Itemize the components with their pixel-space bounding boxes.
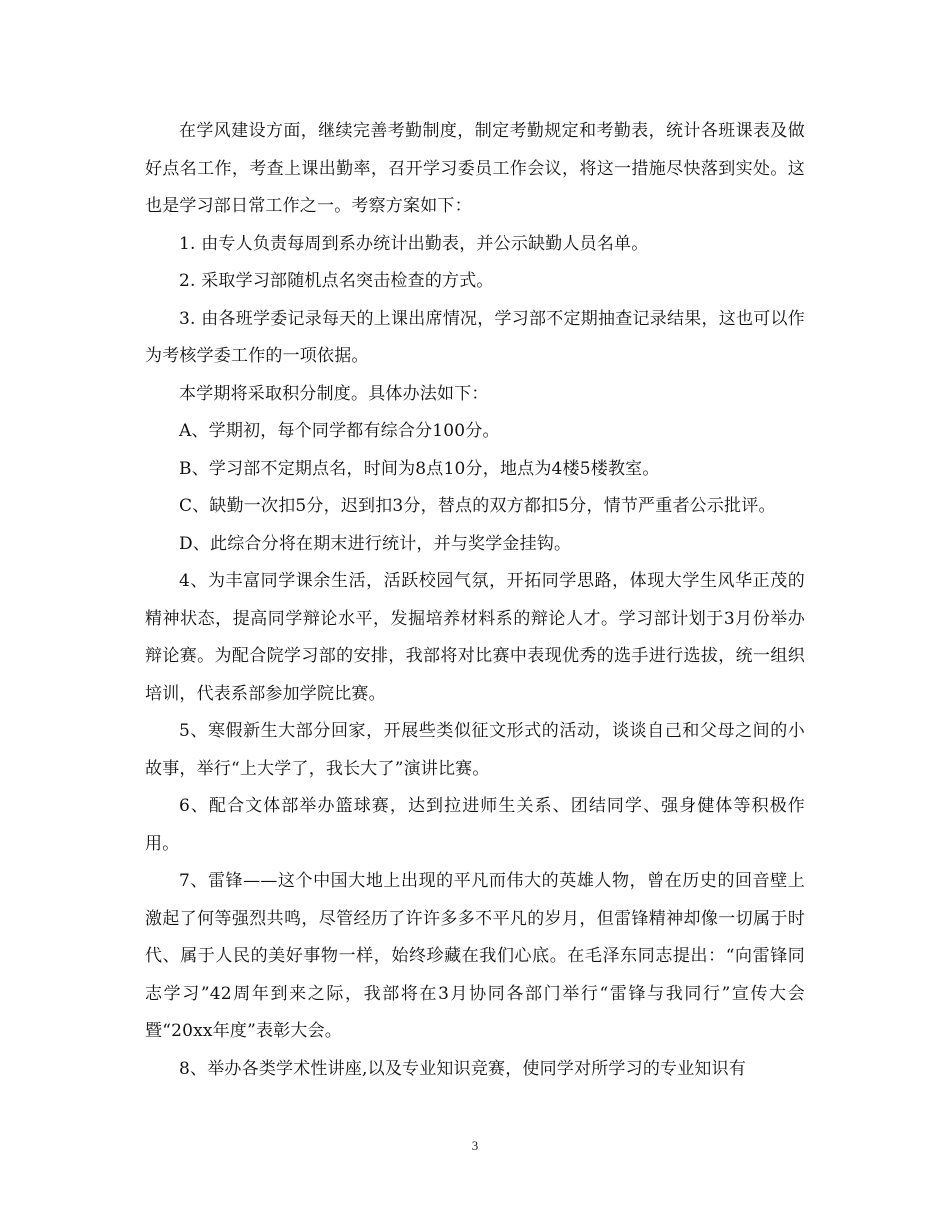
paragraph-lectures: 8、举办各类学术性讲座,以及专业知识竞赛，使同学对所学习的专业知识有 xyxy=(179,1058,747,1079)
paragraph-item-d: D、此综合分将在期末进行统计，并与奖学金挂钩。 xyxy=(179,533,572,554)
document-body xyxy=(145,113,805,1088)
paragraph-study-style: 在学风建设方面，继续完善考勤制度，制定考勤规定和考勤表，统计各班课表及做好点名工作，考查上课出勤率，召开学习委员工作会议，将这一措施尽快落到实处。这也是学习部日常工作之一。考察方案如下： xyxy=(145,121,805,216)
paragraph-speech-contest: 5、寒假新生大部分回家，开展些类似征文形式的活动，谈谈自己和父母之间的小故事，举行“上大学了，我长大了”演讲比赛。 xyxy=(145,721,805,779)
paragraph-item-a: A、学期初，每个同学都有综合分100分。 xyxy=(179,421,500,441)
paragraph-debate: 4、为丰富同学课余生活，活跃校园气氛，开拓同学思路，体现大学生风华正茂的精神状态，提高同学辩论水平，发掘培养材料系的辩论人才。学习部计划于3月份举办辩论赛。为配合院学习部的安排，我部将对比赛中表现优秀的选手进行选拔，统一组织培训，代表系部参加学院比赛。 xyxy=(145,571,805,704)
page-number: 3 xyxy=(471,1138,479,1153)
paragraph-points-system: 本学期将采取积分制度。具体办法如下： xyxy=(179,383,489,404)
paragraph-item-3: 3. 由各班学委记录每天的上课出席情况，学习部不定期抽查记录结果，这也可以作为考核学委工作的一项依据。 xyxy=(145,308,805,366)
paragraph-item-b: B、学习部不定期点名，时间为8点10分，地点为4楼5楼教室。 xyxy=(179,458,660,479)
paragraph-item-c: C、缺勤一次扣5分，迟到扣3分，替点的双方都扣5分，情节严重者公示批评。 xyxy=(179,496,776,516)
paragraph-basketball: 6、配合文体部举办篮球赛，达到拉进师生关系、团结同学、强身健体等积极作用。 xyxy=(145,796,805,854)
paragraph-lei-feng: 7、雷锋——这个中国大地上出现的平凡而伟大的英雄人物，曾在历史的回音壁上激起了何等强烈共鸣，尽管经历了许许多多不平凡的岁月，但雷锋精神却像一切属于时代、属于人民的美好事物一样，始终珍藏在我们心底。在毛泽东同志提出：“向雷锋同志学习”42周年到来之际，我部将在3月协同各部门举行“雷锋与我同行”宣传大会暨“20xx年度”表彰大会。 xyxy=(145,871,805,1041)
paragraph-item-1: 1. 由专人负责每周到系办统计出勤表，并公示缺勤人员名单。 xyxy=(179,233,649,254)
paragraph-item-2: 2. 采取学习部随机点名突击检查的方式。 xyxy=(179,271,494,291)
